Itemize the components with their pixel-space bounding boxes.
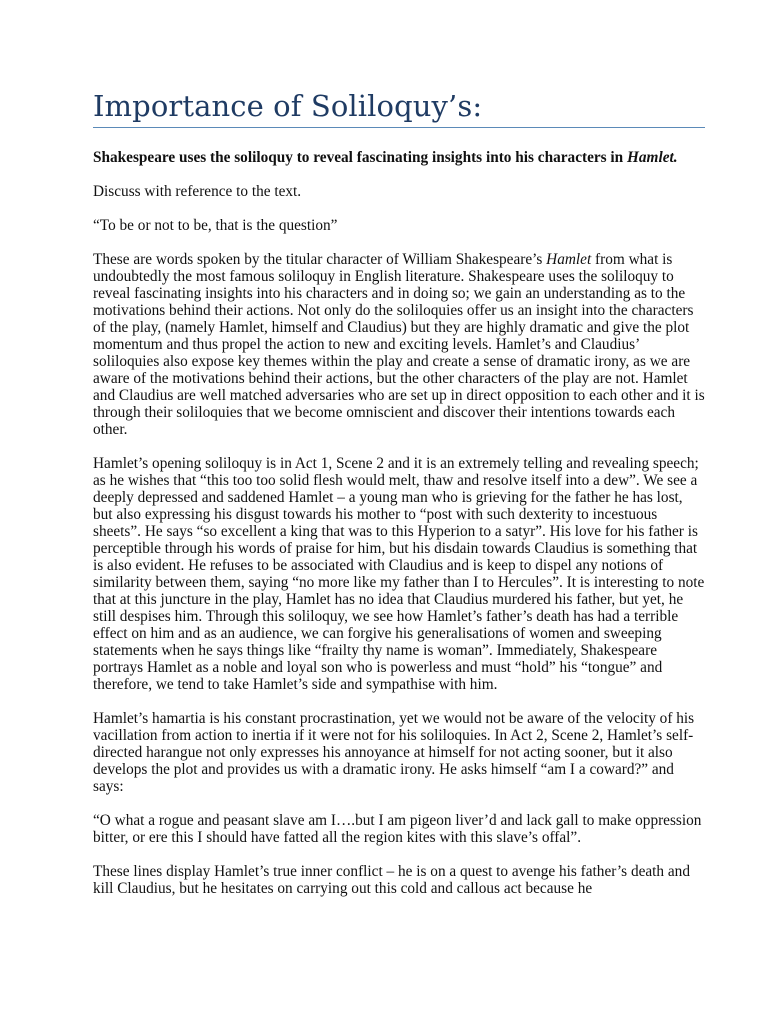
essay-prompt-text: Shakespeare uses the soliloquy to reveal fascinating insights into his characters in [93,149,628,166]
essay-prompt-work-title: Hamlet. [627,149,678,166]
paragraph-introduction-start: These are words spoken by the titular character of William Shakespeare’s [93,251,547,268]
paragraph-opening-soliloquy: Hamlet’s opening soliloquy is in Act 1, Scene 2 and it is an extremely telling and revealing speech; as he wishes that “this too too solid flesh would melt, thaw and resolve itself into a dew”. We see a deeply depressed and saddened Hamlet – a young man who is grieving for the father he has lost, but also expressing his disgust towards his mother to “post with such dexterity to incestuous sheets”. He says “so excellent a king that was to this Hyperion to a satyr”. His love for his father is perceptible through his words of praise for him, but his disdain towards Claudius is something that is also evident. He refuses to be associated with Claudius and is keep to dispel any notions of similarity between them, saying “no more like my father than I to Hercules”. It is interesting to note that at this juncture in the play, Hamlet has no idea that Claudius murdered his father, but yet, he still despises him. Through this soliloquy, we see how Hamlet’s father’s death has had a terrible effect on him and as an audience, we can forgive his generalisations of women and sweeping statements when he says things like “frailty thy name is woman”. Immediately, Shakespeare portrays Hamlet as a noble and loyal son who is powerless and must “hold” his “tongue” and therefore, we tend to take Hamlet’s side and sympathise with him. [93,455,705,693]
essay-prompt [93,149,705,166]
paragraph-inner-conflict: These lines display Hamlet’s true inner conflict – he is on a quest to avenge his father’s death and kill Claudius, but he hesitates on carrying out this cold and callous act because he [93,863,690,897]
essay-instruction: Discuss with reference to the text. [93,183,302,200]
title-underline [93,127,705,128]
paragraph-introduction-rest: from what is undoubtedly the most famous soliloquy in English literature. Shakespeare uses the soliloquy to reveal fascinating insights into his characters and in doing so; we gain an understanding as to the motivations behind their actions. Not only do the soliloquies offer us an insight into the characters of the play, (namely Hamlet, himself and Claudius) but they are highly dramatic and give the plot momentum and thus propel the action to new and exciting levels. Hamlet’s and Claudius’ soliloquies also expose key themes within the play and create a sense of dramatic irony, as we are aware of the motivations behind their actions, but the other characters of the play are not. Hamlet and Claudius are well matched adversaries who are set up in direct opposition to each other and it is through their soliloquies that we become omniscient and discover their intentions towards each other. [93,251,705,438]
opening-quote: “To be or not to be, that is the question” [93,217,338,234]
paragraph-introduction [93,251,705,438]
paragraph-introduction-work-title: Hamlet [546,251,592,268]
document-title: Importance of Soliloquy’s: [93,89,483,123]
rogue-and-peasant-quote: “O what a rogue and peasant slave am I….but I am pigeon liver’d and lack gall to make oppression bitter, or ere this I should have fatted all the region kites with this slave’s offal”. [93,812,702,846]
paragraph-hamartia: Hamlet’s hamartia is his constant procrastination, yet we would not be aware of the velocity of his vacillation from action to inertia if it were not for his soliloquies. In Act 2, Scene 2, Hamlet’s self-directed harangue not only expresses his annoyance at himself for not acting sooner, but it also develops the plot and provides us with a dramatic irony. He asks himself “am I a coward?” and says: [93,710,695,795]
